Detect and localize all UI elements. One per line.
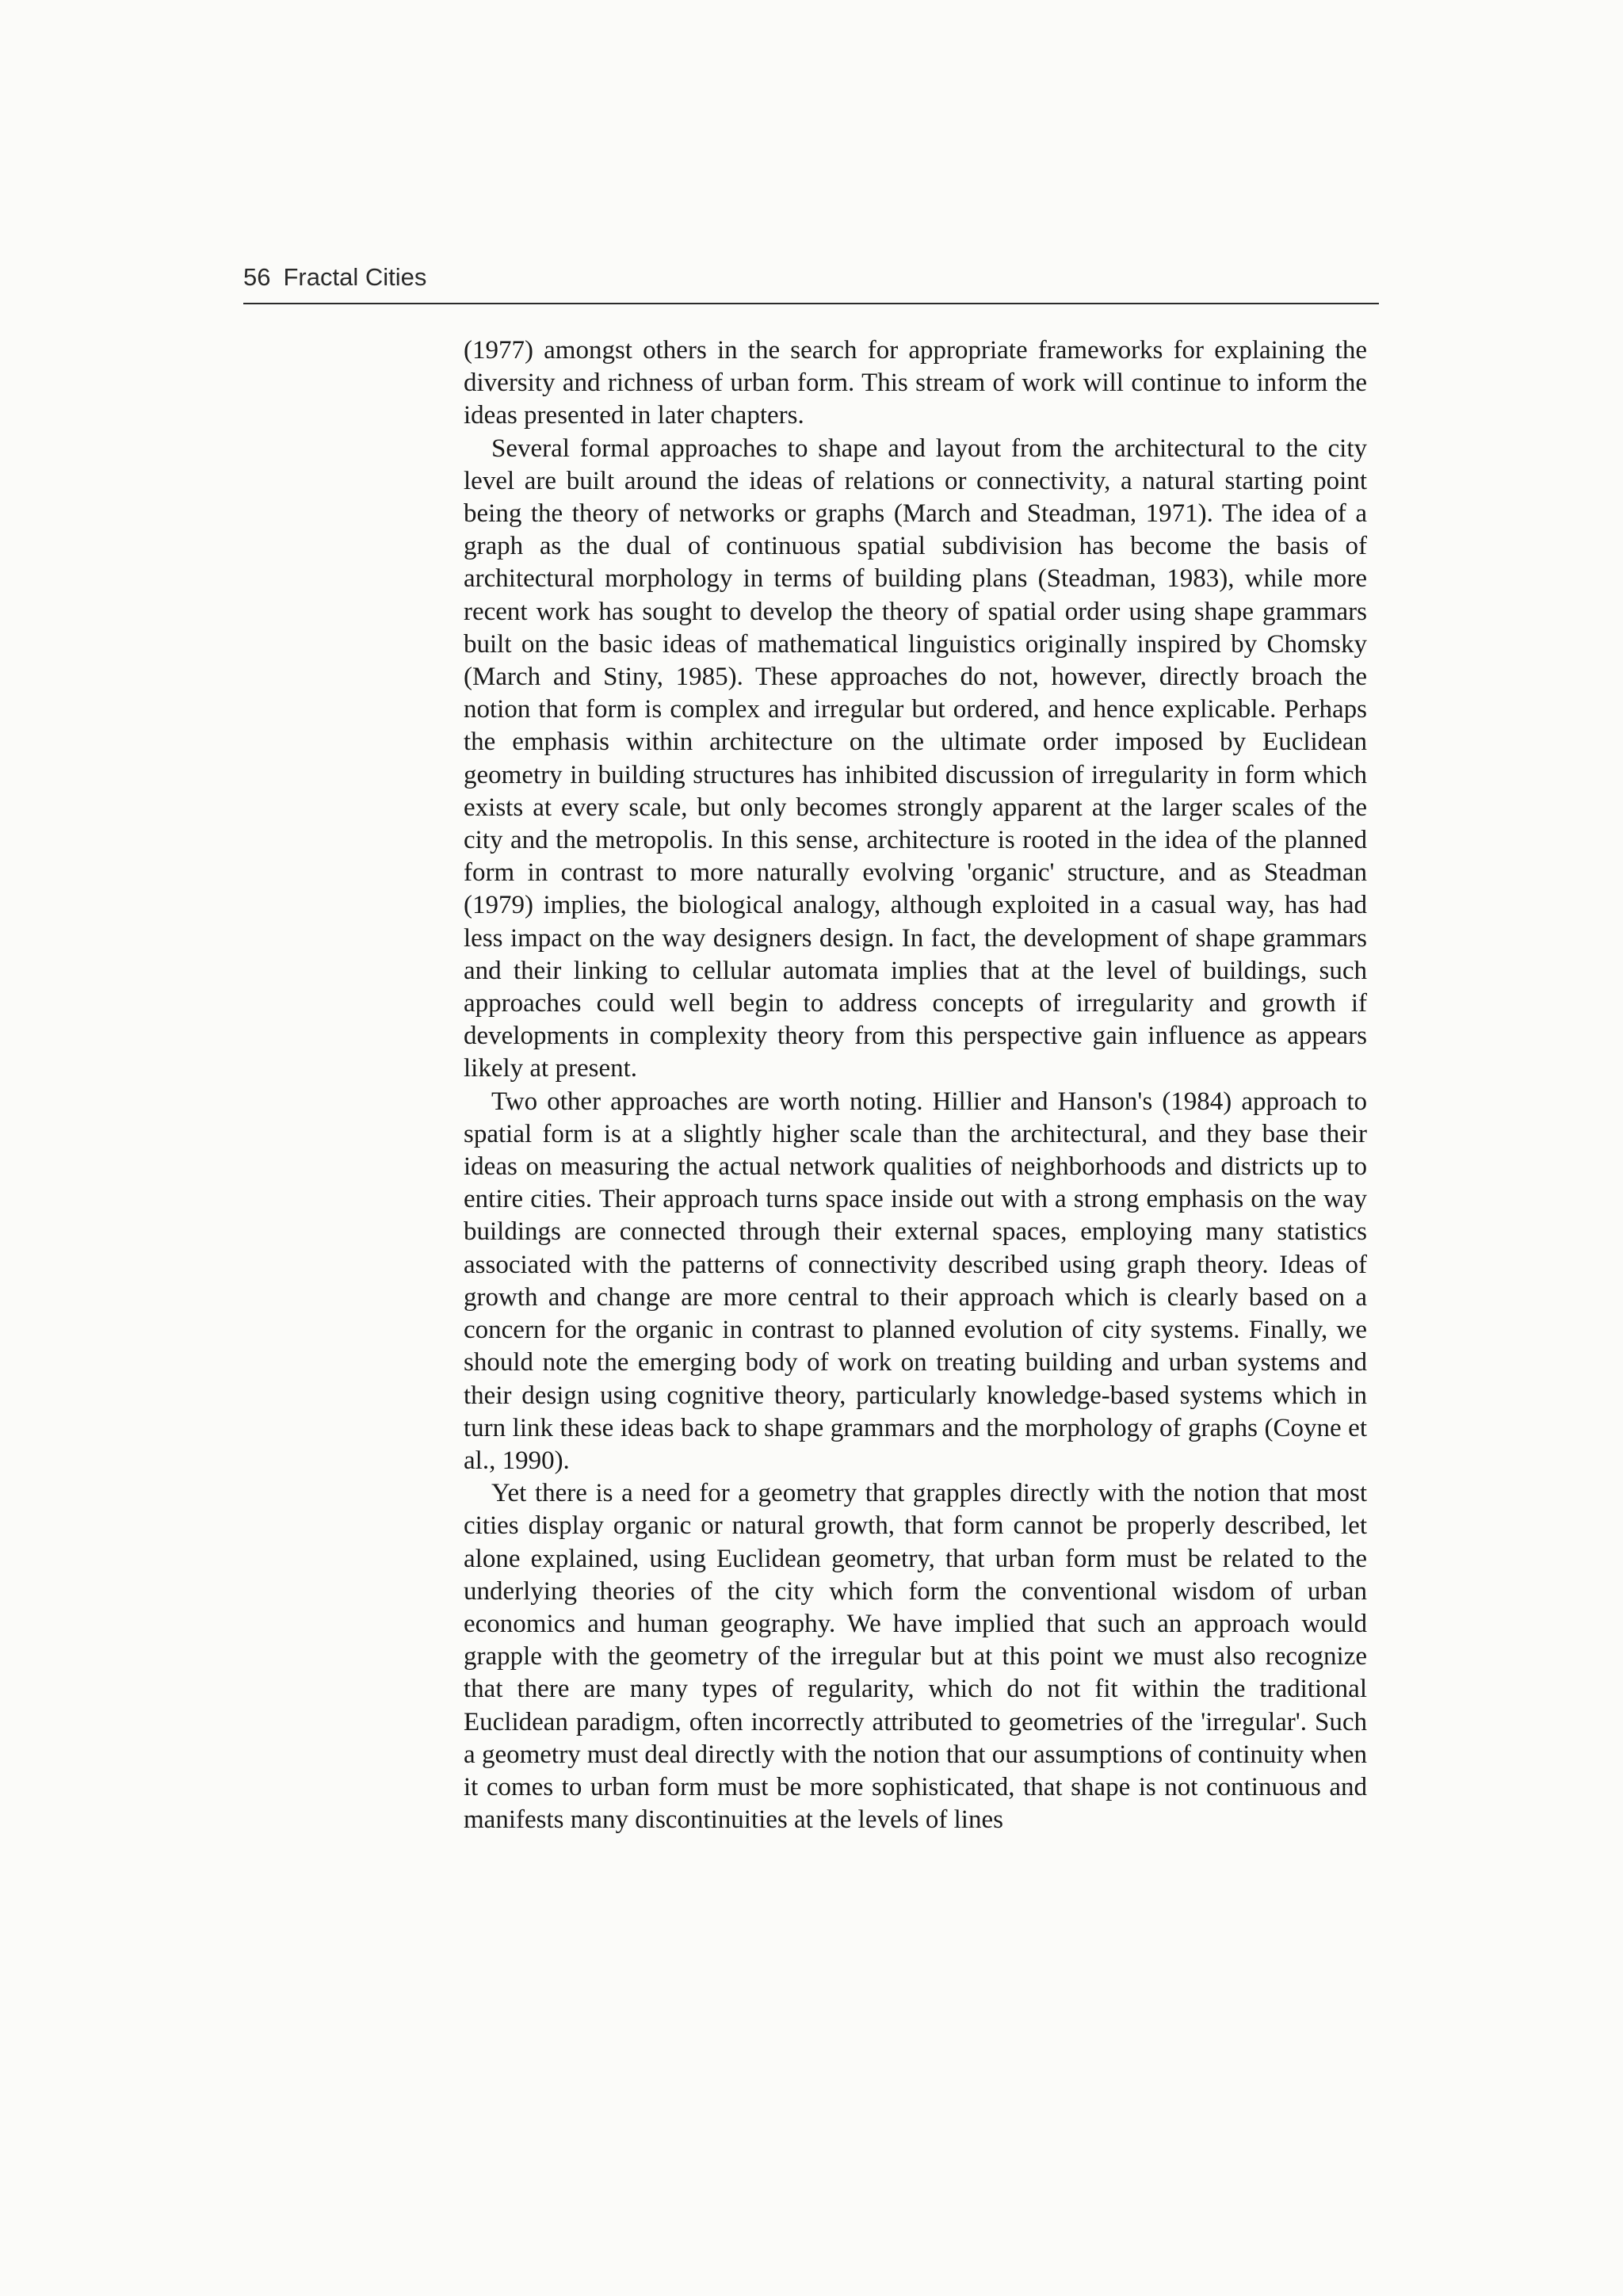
paragraph: (1977) amongst others in the search for appropriate frameworks for explaining the diversity and richness of urban form. This stream of work will continue to inform the ideas presented in later chapters. <box>464 336 1367 430</box>
paragraph: Yet there is a need for a geometry that grapples directly with the notion that most cities display organic or natural growth, that form cannot be properly described, let alone explained, using Euclidean geometry, that urban form must be related to the underlying theories of the city which form the conventional wisdom of urban economics and human geography. We have implied that such an approach would grapple with the geometry of the irregular but at this point we must also recognize that there are many types of regularity, which do not fit within the traditional Euclidean paradigm, often incorrectly attributed to geometries of the 'irregular'. Such a geometry must deal directly with the notion that our assumptions of continuity when it comes to urban form must be more sophisticated, that shape is not continuous and manifests many discontinuities at the levels of lines <box>464 1479 1367 1835</box>
header-rule <box>243 303 1379 304</box>
body-text <box>464 334 1367 1836</box>
running-head <box>243 258 1379 297</box>
running-title: Fractal Cities <box>283 263 427 291</box>
page-number: 56 <box>243 263 271 291</box>
paragraph: Two other approaches are worth noting. Hillier and Hanson's (1984) approach to spatial form is at a slightly higher scale than the architectural, and they base their ideas on measuring the actual network qualities of neighborhoods and districts up to entire cities. Their approach turns space inside out with a strong emphasis on the way buildings are connected through their external spaces, employing many statistics associated with the patterns of connectivity described using graph theory. Ideas of growth and change are more central to their approach which is clearly based on a concern for the organic in contrast to planned evolution of city systems. Finally, we should note the emerging body of work on treating building and urban systems and their design using cognitive theory, particularly knowledge-based systems which in turn link these ideas back to shape grammars and the morphology of graphs (Coyne et al., 1990). <box>464 1087 1367 1475</box>
paragraph: Several formal approaches to shape and layout from the architectural to the city level are built around the ideas of relations or connectivity, a natural starting point being the theory of networks or graphs (March and Steadman, 1971). The idea of a graph as the dual of continuous spatial subdivision has become the basis of architectural morphology in terms of building plans (Steadman, 1983), while more recent work has sought to develop the theory of spatial order using shape grammars built on the basic ideas of mathematical linguistics originally inspired by Chomsky (March and Stiny, 1985). These approaches do not, however, directly broach the notion that form is complex and irregular but ordered, and hence explicable. Perhaps the emphasis within architecture on the ultimate order imposed by Euclidean geometry in building structures has inhibited discussion of irregularity in form which exists at every scale, but only becomes strongly apparent at the larger scales of the city and the metropolis. In this sense, architecture is rooted in the idea of the planned form in contrast to more naturally evolving 'organic' structure, and as Steadman (1979) implies, the biological analogy, although exploited in a casual way, has had less impact on the way designers design. In fact, the development of shape grammars and their linking to cellular automata implies that at the level of buildings, such approaches could well begin to address concepts of irregularity and growth if developments in complexity theory from this perspective gain influence as appears likely at present. <box>464 434 1367 1083</box>
